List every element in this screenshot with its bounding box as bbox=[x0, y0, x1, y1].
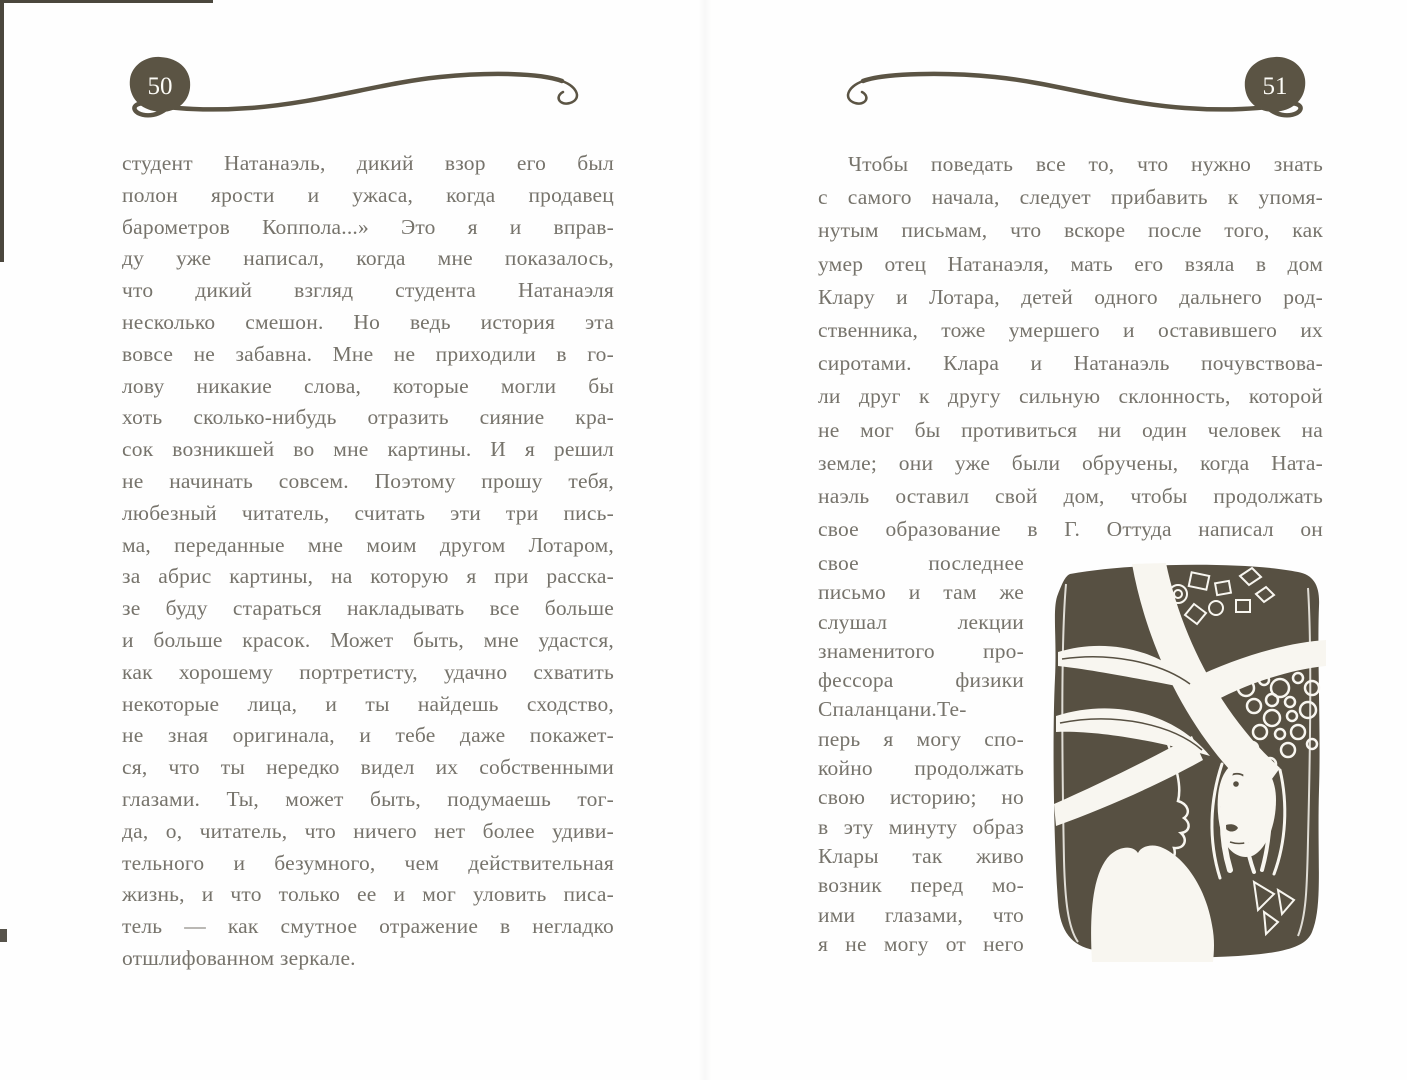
text-line: койно продолжать bbox=[818, 756, 1024, 781]
right-page-text-full bbox=[818, 148, 1323, 546]
text-line: полон ярости и ужаса, когда продавец bbox=[122, 182, 614, 207]
text-line: не мог бы противиться ни один человек на bbox=[818, 417, 1323, 442]
text-line: зе буду стараться накладывать все больше bbox=[122, 596, 614, 621]
text-line: свое последнее bbox=[818, 551, 1024, 575]
text-line: знаменитого про- bbox=[818, 638, 1024, 663]
text-line: сиротами. Клара и Натанаэль почувствова- bbox=[818, 351, 1323, 376]
text-line: слушал лекции bbox=[818, 609, 1024, 634]
two-profile-faces-illustration bbox=[1040, 560, 1332, 962]
text-line: земле; они уже были обручены, когда Ната- bbox=[818, 450, 1323, 475]
text-line: я не могу от него bbox=[818, 931, 1024, 956]
left-page-text bbox=[122, 148, 614, 975]
text-line: лову никакие слова, которые могли бы bbox=[122, 373, 614, 398]
text-line: ма, переданные мне моим другом Лотаром, bbox=[122, 532, 614, 557]
text-line: любезный читатель, считать эти три пись- bbox=[122, 500, 614, 525]
text-line: возник перед мо- bbox=[818, 873, 1024, 898]
right-page-text-narrow bbox=[818, 549, 1024, 959]
text-line: тель — как смутное отражение в негладко bbox=[122, 914, 614, 939]
text-line: с самого начала, следует прибавить к упомя- bbox=[818, 185, 1323, 210]
text-line: студент Натанаэль, дикий взор его был bbox=[122, 151, 614, 175]
scan-edge-mark bbox=[0, 929, 7, 942]
text-line: хоть сколько-нибудь отразить сияние кра- bbox=[122, 405, 614, 430]
text-line: тельного и безумного, чем действительная bbox=[122, 850, 614, 875]
text-line: ся, что ты нередко видел их собственными bbox=[122, 755, 614, 780]
text-line: отшлифованном зеркале. bbox=[122, 945, 356, 970]
text-line: перь я могу спо- bbox=[818, 726, 1024, 751]
page-gutter-shadow bbox=[698, 0, 712, 1080]
text-line: Клару и Лотара, детей одного дальнего род- bbox=[818, 284, 1323, 309]
text-line: письмо и там же bbox=[818, 580, 1024, 605]
text-line: умер отец Натанаэля, мать его взяла в дом bbox=[818, 251, 1323, 276]
text-line: в эту минуту образ bbox=[818, 814, 1024, 839]
text-line: не зная оригинала, и тебе даже покажет- bbox=[122, 723, 614, 748]
text-line: Клары так живо bbox=[818, 843, 1024, 868]
text-line: свою историю; но bbox=[818, 785, 1024, 810]
right-page-number: 51 bbox=[1262, 73, 1288, 100]
text-line: Спаланцани.Те- bbox=[818, 697, 967, 722]
left-page-number: 50 bbox=[147, 73, 173, 100]
text-line: глазами. Ты, может быть, подумаешь тог- bbox=[122, 786, 614, 811]
text-line: ду уже написал, когда мне показалось, bbox=[122, 246, 614, 271]
text-line: нутым письмам, что вскоре после того, как bbox=[818, 218, 1323, 243]
scan-edge-top bbox=[0, 0, 213, 3]
text-line: не начинать совсем. Поэтому прошу тебя, bbox=[122, 468, 614, 493]
text-line: ими глазами, что bbox=[818, 902, 1024, 927]
text-line: что дикий взгляд студента Натанаэля bbox=[122, 278, 614, 303]
scan-edge-left bbox=[0, 0, 4, 262]
text-line: несколько смешон. Но ведь история эта bbox=[122, 309, 614, 334]
text-line: и больше красок. Может быть, мне удастся, bbox=[122, 627, 614, 652]
text-line: сок возникшей во мне картины. И я решил bbox=[122, 437, 614, 462]
text-line: ственника, тоже умершего и оставившего их bbox=[818, 318, 1323, 343]
text-line: за абрис картины, на которую я при расска- bbox=[122, 564, 614, 589]
text-line: жизнь, и что только ее и мог уловить писа- bbox=[122, 882, 614, 907]
text-line: вовсе не забавна. Мне не приходили в го- bbox=[122, 341, 614, 366]
text-line: да, о, читатель, что ничего нет более удиви- bbox=[122, 818, 614, 843]
text-line: некоторые лица, и ты найдешь сходство, bbox=[122, 691, 614, 716]
text-line: свое образование в Г. Оттуда написал он bbox=[818, 517, 1323, 542]
right-page-header-ornament bbox=[823, 55, 1315, 120]
text-line: как хорошему портретисту, удачно схватить bbox=[122, 659, 614, 684]
text-line: наэль оставил свой дом, чтобы продолжать bbox=[818, 484, 1323, 509]
left-page-header-ornament bbox=[120, 55, 600, 120]
text-line: фессора физики bbox=[818, 668, 1024, 693]
text-line: ли друг к другу сильную склонность, которой bbox=[818, 384, 1323, 409]
text-line: барометров Коппола...» Это я и вправ- bbox=[122, 214, 614, 239]
text-line: Чтобы поведать все то, что нужно знать bbox=[848, 152, 1323, 176]
